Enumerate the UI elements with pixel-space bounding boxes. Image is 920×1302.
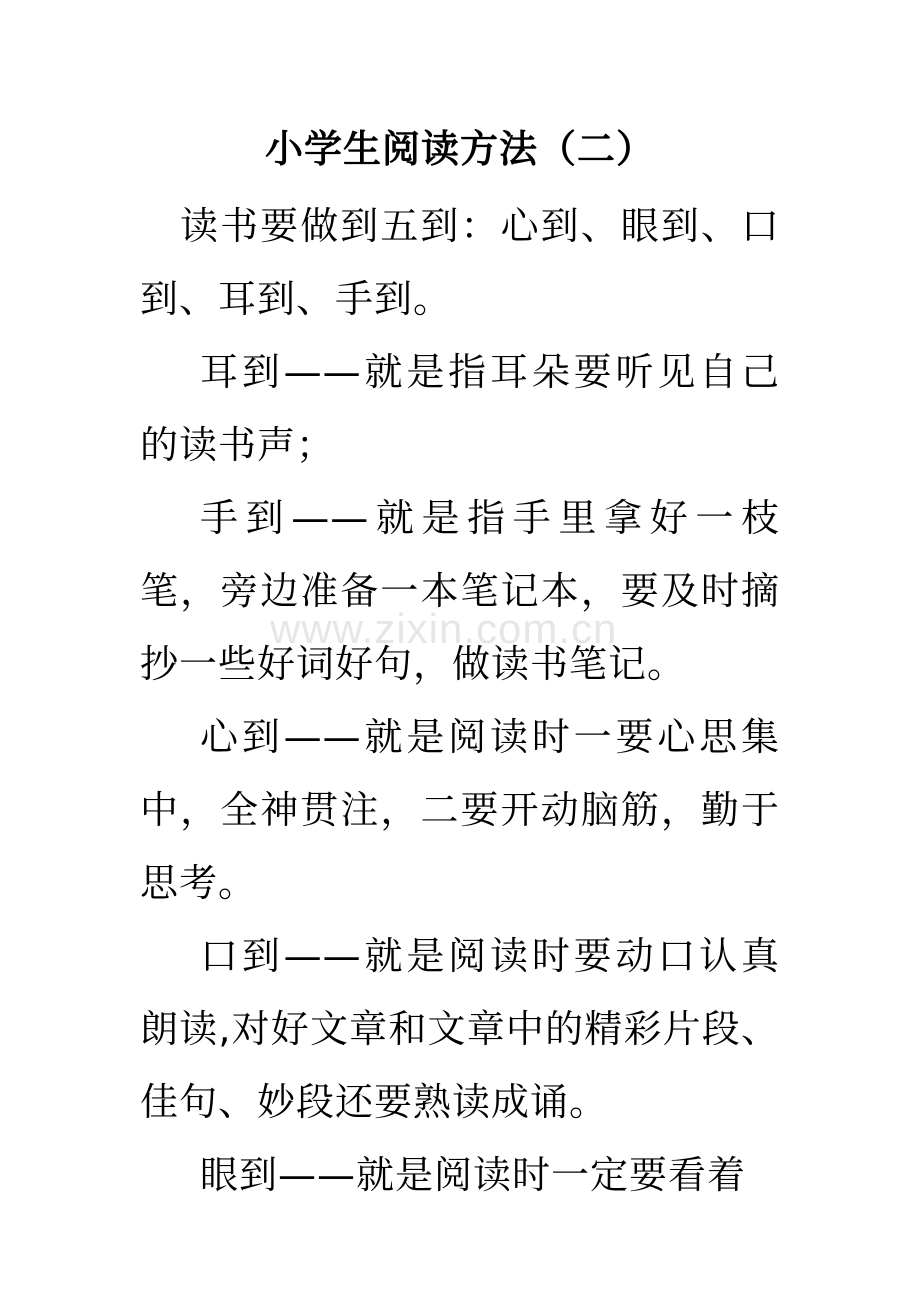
- paragraph-mouth: 口到——就是阅读时要动口认真朗读,对好文章和文章中的精彩片段、佳句、妙段还要熟读成诵。: [140, 934, 780, 1124]
- paragraph-eye: 眼到——就是阅读时一定要看着: [200, 1153, 747, 1197]
- paragraph-ear: 耳到——就是指耳朵要听见自己的读书声；: [140, 350, 780, 467]
- paragraph-intro: 读书要做到五到：心到、眼到、口到、耳到、手到。: [140, 204, 780, 321]
- document-page: [140, 118, 780, 1212]
- watermark: www.zixin.com.cn: [270, 605, 618, 652]
- document-title: 小学生阅读方法（二）: [264, 127, 655, 171]
- paragraph-hand: 手到——就是指手里拿好一枝笔，旁边准备一本笔记本，要及时摘抄一些好词好句，做读书笔记。: [140, 496, 780, 686]
- paragraph-heart: 心到——就是阅读时一要心思集中，全神贯注，二要开动脑筋，勤于思考。: [140, 715, 780, 905]
